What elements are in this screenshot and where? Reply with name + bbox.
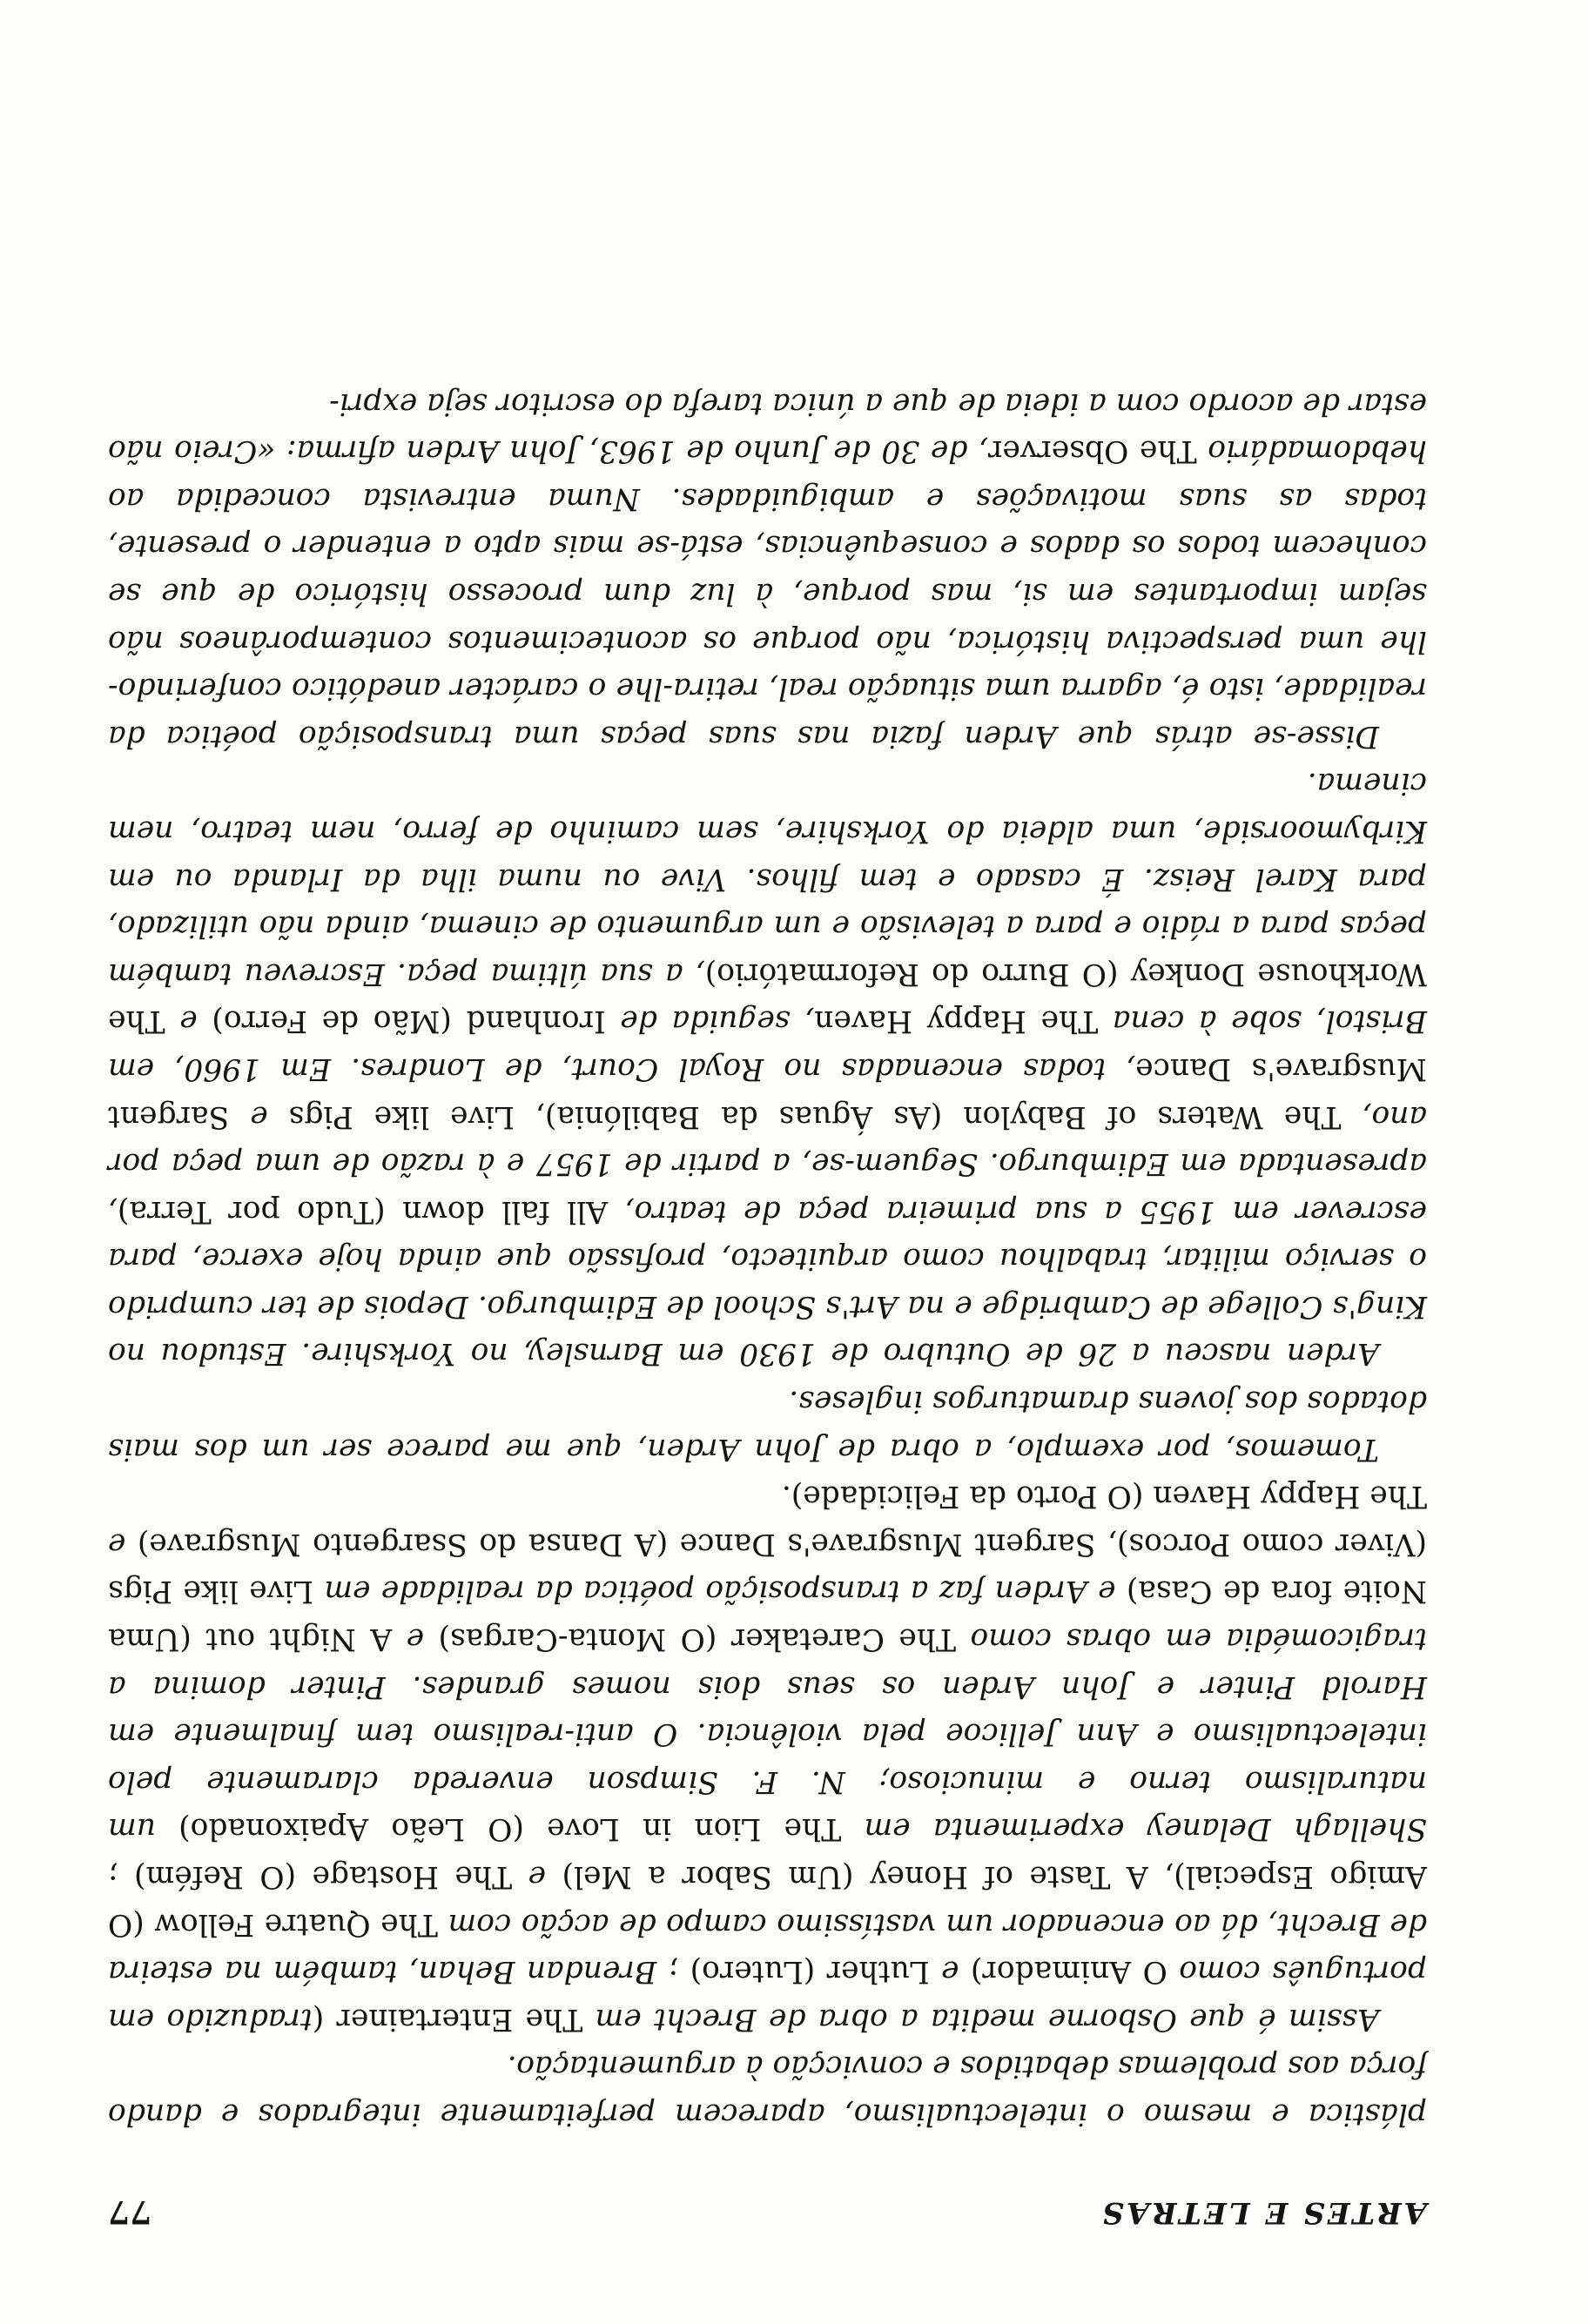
text-run: traduzido em português como: [108, 1954, 1427, 2037]
text-run: , apresentada em Edimburgo. Seguem-se, a partir de 1957 e à razão de uma peça por ano,: [108, 1098, 1427, 1229]
text-run: e Arden faz a transposição poética da realidade em: [313, 1574, 1116, 1609]
page-number: 77: [108, 2193, 152, 2230]
text-run: Arden nasceu a 26 de Outubro de 1930 em Barnsley, no Yorkshire. Estudou no King's College de Cambridge e na Art's School de Edimburgo. Depois de ter cumprido o serviço militar, trabalhou como arquitecto, profissão que ainda hoje exerce, para escrever em 1955 a sua primeira peça de teatro,: [108, 1193, 1427, 1372]
text-run: , a sua última peça. Escreveu também peças para a rádio e para a televisão e um argumento de cinema, ainda não utilizado, para Karel Reisz. É casado e tem filhos. Vive ou numa ilha da Irlanda ou em Kirbymoorside, uma aldeia do Yorkshire, sem caminho de ferro, nem teatro, nem cinema.: [108, 766, 1427, 991]
text-run: , seguida de: [605, 1004, 815, 1039]
text-run: Shellagh Delaney experimenta em: [841, 1811, 1427, 1847]
page-header: [108, 2178, 1427, 2230]
text-run: Brendan Behan, também na esteira de Brecht, dá ao encenador um vastíssimo campo de acção com: [108, 1906, 1427, 1990]
body-text: [108, 379, 1427, 2138]
text-run: The Caretaker (O Monta-Cargas): [424, 1622, 957, 1657]
text-run: The Happy Haven: [814, 1004, 1099, 1039]
text-run: The Quatre Fellow (O Amigo Especial), A Taste of Honey (Um Sabor a Mel): [108, 1859, 1427, 1942]
text-run: e: [392, 1622, 425, 1657]
text-run: O Animador): [959, 1954, 1167, 1990]
text-run: The Waters of Babylon (As Águas da Babilónia), Live like Pigs: [267, 1098, 1342, 1134]
text-run: Assim é que Osborne medita a obra de Brecht em: [582, 2001, 1379, 2037]
paragraph: [108, 760, 1427, 1378]
text-run: The Observer: [987, 433, 1197, 469]
text-run: The Entertainer (: [312, 2001, 583, 2037]
text-run: e: [512, 1859, 547, 1895]
text-run: Luther (Lutero) ;: [656, 1954, 930, 1990]
text-run: Sargent Musgrave's Dance: [108, 1051, 1427, 1134]
text-run: , de 30 de Junho de 1963, John Arden afirma: «Creio não estar de acordo com a ideia de que a única tarefa do escritor seja expri-: [107, 386, 1427, 469]
text-run: um naturalismo terno e minucioso; N. F. Simpson enveredа claramente pelo intelectualismo e Ann Jellicoe pela violência. O anti-realismo tem finalmente em Harold Pinter e John Arden os seus dois nomes grandes. Pinter domina a tragicomédia em obras como: [108, 1622, 1427, 1847]
text-run: plástica e mesmo o intelectualismo, aparecem perfeitamente integrados e dando força aos problemas debatidos e convicção à argumentação.: [108, 2049, 1427, 2132]
text-run: The Hostage (O Refém) ;: [108, 1859, 513, 1895]
text-run: All fall down (Tudo por Terra): [117, 1193, 609, 1229]
text-run: Live like Pigs (Viver como Porcos), Sargent Musgrave's Dance (A Dansa do Ssargento Musgrave): [108, 1526, 1427, 1609]
paragraph: [108, 1473, 1427, 2043]
text-run: Disse-se atrás que Arden fazia nas suas peças uma transposição poética da realidade, isto é, agarra uma situação real, retira-lhe o carácter anedótico conferindo-lhe uma perspectiva histórica, não porque os acontecimentos contemporâneos não sejam importantes em si, mas porque, à luz dum processo histórico de que se conhecem todos os dados e consequências, está-se mais apto a entender o presente, todas as suas motivações e ambiguidades. Numa entrevista concedida ao hebdomadário: [108, 433, 1427, 754]
text-run: The Happy Haven (O Porto da Felicidade).: [781, 1479, 1427, 1515]
text-run: e: [165, 1004, 198, 1039]
text-run: Tomemos, por exemplo, a obra de John Arden, que me parece ser um dos mais dotados dos jovens dramaturgos ingleses.: [108, 1384, 1427, 1467]
text-run: e: [229, 1098, 268, 1134]
text-run: The Workhouse Donkey (O Burro do Reformatório): [108, 956, 1427, 1039]
paragraph: [108, 1378, 1427, 1473]
paragraph: [108, 2043, 1427, 2138]
running-head: ARTES E LETRAS: [1100, 2195, 1427, 2230]
text-run: e: [108, 1526, 126, 1562]
text-run: A Night out (Uma Noite fora de Casa): [108, 1574, 1427, 1657]
text-run: , todas encenadas no Royal Court, de Londres. Em 1960, em Bristol, sobe à cena: [108, 1004, 1427, 1086]
text-run: Ironhand (Mão de Ferro): [197, 1004, 606, 1039]
paragraph: [108, 379, 1427, 760]
text-run: e: [929, 1954, 959, 1990]
text-run: The Lion in Love (O Leão Apaixonado): [155, 1811, 842, 1847]
